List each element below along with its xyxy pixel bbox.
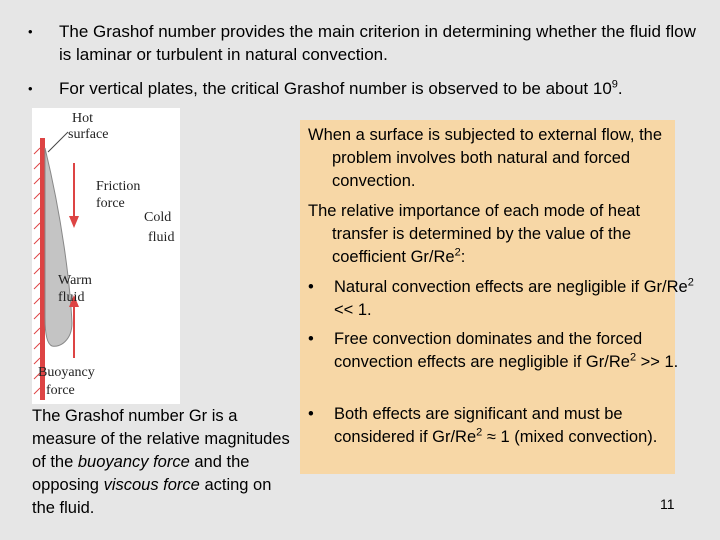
bullet-glyph: •: [308, 330, 314, 348]
caption-buoyancy: buoyancy force: [77, 453, 190, 471]
box-bullet-2: [308, 328, 694, 374]
box-paragraph-1: When a surface is subjected to external flow, the problem involves both natural and forced convection.: [308, 126, 663, 190]
exponent: 2: [629, 351, 637, 364]
top-bullet-2-end: .: [617, 79, 623, 98]
box-bullet-2-text: Free convection dominates and the forced convection effects are negligible if Gr/Re: [334, 330, 643, 371]
box-bullet-3-text: Both effects are significant and must be considered if Gr/Re: [334, 405, 623, 446]
top-bullet-1: [28, 20, 708, 66]
mixed-convection-box: [300, 120, 694, 474]
top-bullet-2: [28, 77, 708, 100]
exponent: 2: [454, 246, 461, 259]
cold-fluid-label-1: Cold: [144, 210, 172, 225]
box-paragraph-2-end: :: [460, 248, 466, 266]
box-paragraph-2-text: The relative importance of each mode of heat transfer is determined by the value of the coefficient Gr/Re: [308, 202, 641, 266]
warm-fluid-label-2: fluid: [58, 290, 85, 305]
caption-text-1: The Grashof number Gr is a measure of the relative magnitudes of the: [32, 407, 290, 471]
top-bullet-2-text: For vertical plates, the critical Grashof number is observed to be about 10: [59, 79, 612, 98]
friction-force-label-2: force: [96, 196, 125, 211]
top-bullet-1-text: The Grashof number provides the main criterion in determining whether the fluid flow is laminar or turbulent in natural convection.: [59, 22, 696, 64]
caption-text-3: acting on the fluid.: [32, 476, 272, 517]
plate-hatching: [34, 148, 40, 394]
box-bullet-3: [308, 403, 694, 449]
hot-surface-leader: [48, 132, 68, 152]
bullet-glyph: •: [28, 24, 33, 39]
page-number: 11: [660, 496, 675, 512]
buoyancy-force-label-1: Buoyancy: [38, 365, 95, 380]
grashof-caption: [32, 405, 294, 520]
exponent: 2: [687, 276, 694, 289]
friction-force-label-1: Friction: [96, 179, 141, 194]
warm-fluid-region: [45, 148, 72, 346]
buoyancy-force-label-2: force: [46, 383, 75, 398]
bullet-glyph: •: [308, 405, 314, 423]
caption-viscous: viscous force: [103, 476, 200, 494]
exponent: 2: [476, 426, 483, 439]
box-paragraph-2: [308, 200, 692, 269]
plate-diagram: [32, 108, 180, 404]
box-bullet-2-end: >> 1.: [636, 353, 679, 371]
caption-text-2: and the opposing: [32, 453, 250, 494]
hot-plate: [40, 138, 45, 400]
box-bullet-1: [308, 276, 694, 322]
bullet-glyph: •: [308, 278, 314, 296]
box-bullet-3-end: ≈ 1 (mixed convection).: [482, 428, 658, 446]
exponent: 9: [611, 78, 618, 91]
hot-surface-label-2: surface: [68, 127, 109, 142]
box-bullet-1-text: Natural convection effects are negligible if Gr/Re: [334, 278, 688, 296]
cold-fluid-label-2: fluid: [148, 230, 175, 245]
friction-arrow-head: [69, 216, 79, 228]
top-bullet-list: [28, 20, 708, 111]
hot-surface-label-1: Hot: [72, 111, 93, 126]
warm-fluid-label-1: Warm: [58, 273, 92, 288]
natural-convection-figure: [32, 108, 180, 404]
box-bullet-1-end: << 1.: [334, 301, 372, 319]
bullet-glyph: •: [28, 81, 33, 96]
